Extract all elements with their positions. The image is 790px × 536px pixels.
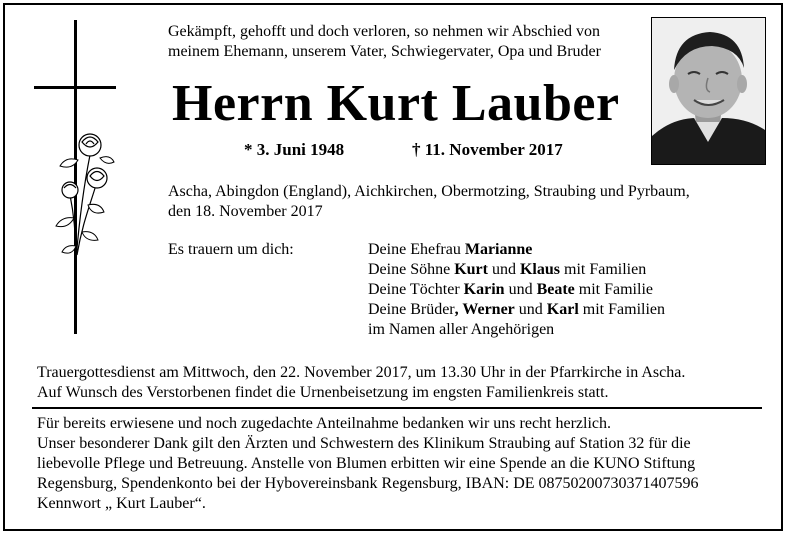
thanks-line-4: Regensburg, Spendenkonto bei der Hybovereinsbank Regensburg, IBAN: DE 08750200730371407596 [37, 475, 699, 492]
service-line-1: Trauergottesdienst am Mittwoch, den 22. November 2017, um 13.30 Uhr in der Pfarrkirche in Ascha. [37, 364, 686, 381]
thanks-line-3: liebevolle Pflege und Betreuung. Anstelle von Blumen erbitten wir eine Spende an die KUNO Stiftung [37, 455, 696, 472]
thanks-line-5: Kennwort „ Kurt Lauber“. [37, 495, 206, 512]
place-line-1: Ascha, Abingdon (England), Aichkirchen, Obermotzing, Straubing und Pyrbaum, [168, 183, 690, 200]
portrait-photo [651, 17, 766, 165]
place-line-2: den 18. November 2017 [168, 203, 323, 220]
mourner-all: im Namen aller Angehörigen [368, 321, 555, 338]
cross-with-roses-icon [30, 20, 130, 340]
deceased-name: Herrn Kurt Lauber [172, 75, 620, 132]
intro-line-2: meinem Ehemann, unserem Vater, Schwiegervater, Opa und Bruder [168, 43, 601, 60]
mourner-wife: Deine Ehefrau Marianne [368, 241, 533, 258]
mourners-list [368, 240, 665, 340]
intro-line-1: Gekämpft, gehofft und doch verloren, so nehmen wir Abschied von [168, 23, 601, 40]
service-line-2: Auf Wunsch des Verstorbenen findet die Urnenbeisetzung im engsten Familienkreis statt. [37, 384, 609, 401]
mourner-daughters: Deine Töchter Karin und Beate mit Familie [368, 281, 653, 298]
mourner-brothers: Deine Brüder, Werner und Karl mit Familien [368, 301, 665, 318]
thanks-line-1: Für bereits erwiesene und noch zugedachte Anteilnahme bedanken wir uns recht herzlich. [37, 415, 612, 432]
divider [32, 407, 762, 409]
thanks-line-2: Unser besonderer Dank gilt den Ärzten und Schwestern des Klinikum Straubing auf Station 32 für die [37, 435, 691, 452]
birth-date: * 3. Juni 1948 [244, 140, 345, 159]
mourners-label: Es trauern um dich: [168, 241, 294, 258]
death-date: † 11. November 2017 [412, 140, 563, 159]
mourner-sons: Deine Söhne Kurt und Klaus mit Familien [368, 261, 647, 278]
